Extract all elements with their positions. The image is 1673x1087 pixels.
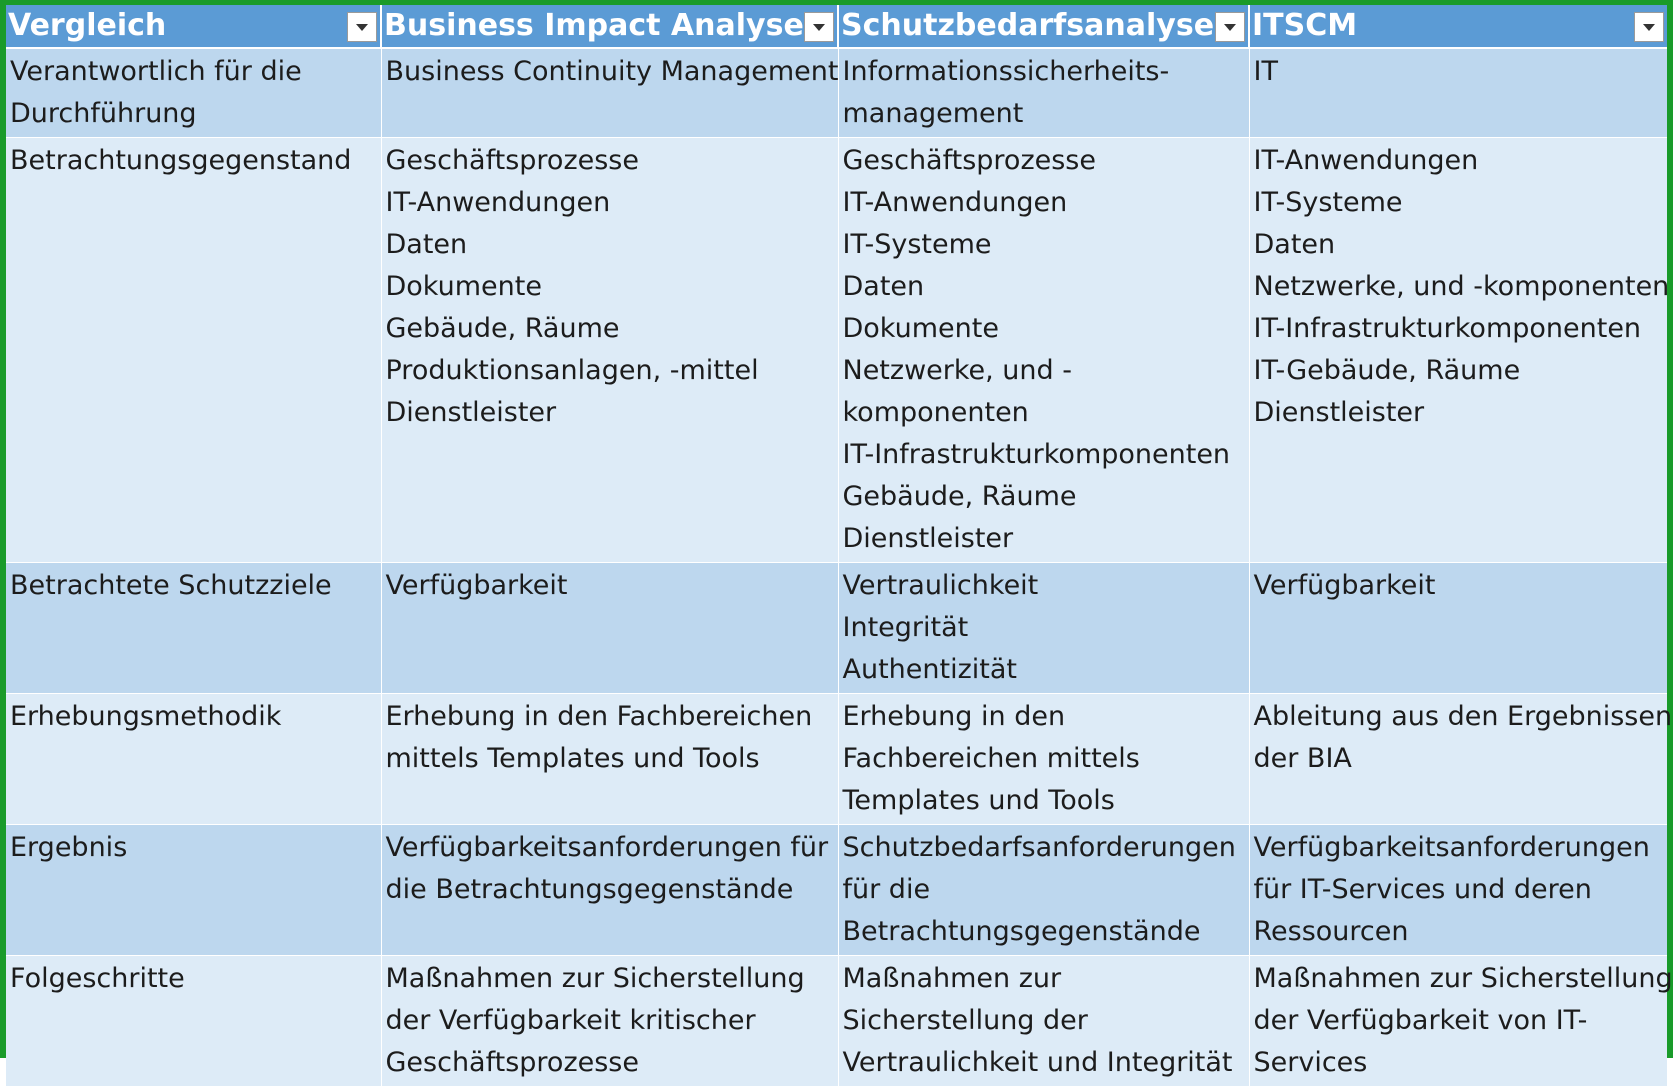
cell-text-line: Verfügbarkeitsanforderungen für (385, 832, 829, 863)
cell-text-line: IT-Infrastrukturkomponenten (842, 439, 1231, 470)
cell-text-line: Dienstleister (385, 397, 557, 428)
cell-schutzbedarfsanalyse[interactable] (838, 694, 1249, 825)
comparison-table (6, 5, 1673, 1087)
cell-text-line: Ressourcen (1253, 916, 1409, 947)
cell-vergleich[interactable] (6, 956, 381, 1087)
cell-text-line: Folgeschritte (10, 963, 185, 994)
cell-text-line: Schutzbedarfsanforderungen (842, 832, 1236, 863)
cell-text-line: Verantwortlich für die (10, 56, 302, 87)
cell-text-line: Sicherstellung der (842, 1005, 1088, 1036)
cell-text-line: Gebäude, Räume (842, 481, 1077, 512)
cell-bia[interactable] (381, 825, 838, 956)
cell-text-line: Durchführung (10, 98, 197, 129)
cell-text-line: Verfügbarkeitsanforderungen (1253, 832, 1650, 863)
cell-text-line: für IT-Services und deren (1253, 874, 1592, 905)
cell-text-line: IT-Gebäude, Räume (1253, 355, 1521, 386)
cell-text-line: der Verfügbarkeit kritischer (385, 1005, 756, 1036)
cell-text-line: mittels Templates und Tools (385, 743, 760, 774)
cell-text-line: Ergebnis (10, 832, 128, 863)
cell-text-line: Fachbereichen mittels (842, 743, 1140, 774)
cell-text-line: komponenten (842, 397, 1029, 428)
dropdown-arrow-icon (1643, 24, 1655, 31)
table-row (6, 48, 1667, 138)
cell-text-line: der Verfügbarkeit von IT- (1253, 1005, 1588, 1036)
cell-text-line: Ableitung aus den Ergebnissen (1253, 701, 1673, 732)
cell-schutzbedarfsanalyse[interactable] (838, 956, 1249, 1087)
cell-text-line: Maßnahmen zur Sicherstellung (385, 963, 805, 994)
cell-text-line: Templates und Tools (842, 785, 1115, 816)
cell-vergleich[interactable] (6, 563, 381, 694)
table-row (6, 956, 1667, 1087)
cell-text-line: IT-Anwendungen (385, 187, 611, 218)
cell-text-line: Netzwerke, und - (842, 355, 1072, 386)
cell-schutzbedarfsanalyse[interactable] (838, 825, 1249, 956)
cell-text-line: Gebäude, Räume (385, 313, 620, 344)
cell-text-line: Authentizität (842, 654, 1017, 685)
header-row (6, 5, 1667, 48)
filter-dropdown-button[interactable] (1634, 12, 1664, 42)
cell-text-line: Geschäftsprozesse (385, 145, 639, 176)
cell-text-line: Dokumente (385, 271, 542, 302)
cell-text-line: Vertraulichkeit und Integrität (842, 1047, 1233, 1078)
dropdown-arrow-icon (1224, 24, 1236, 31)
table-row (6, 694, 1667, 825)
cell-text-line: IT-Infrastrukturkomponenten (1253, 313, 1642, 344)
cell-text-line: Dokumente (842, 313, 999, 344)
cell-itscm[interactable] (1249, 956, 1673, 1087)
header-label: Schutzbedarfsanalyse (841, 8, 1215, 43)
cell-itscm[interactable] (1249, 825, 1667, 956)
cell-itscm[interactable] (1249, 563, 1667, 694)
cell-text-line: IT-Anwendungen (842, 187, 1068, 218)
cell-text-line: die Betrachtungsgegenstände (385, 874, 794, 905)
cell-text-line: IT (1253, 56, 1278, 87)
dropdown-arrow-icon (813, 24, 825, 31)
cell-schutzbedarfsanalyse[interactable] (838, 563, 1249, 694)
header-label: Vergleich (8, 8, 167, 43)
cell-text-line: Dienstleister (1253, 397, 1425, 428)
table-row (6, 563, 1667, 694)
cell-text-line: Geschäftsprozesse (385, 1047, 639, 1078)
cell-bia[interactable] (381, 563, 838, 694)
cell-bia[interactable] (381, 694, 838, 825)
cell-text-line: IT-Systeme (1253, 187, 1403, 218)
cell-text-line: Daten (1253, 229, 1336, 260)
table-row (6, 825, 1667, 956)
cell-bia[interactable] (381, 956, 838, 1087)
cell-text-line: Erhebungsmethodik (10, 701, 282, 732)
cell-text-line: Informationssicherheits- (842, 56, 1170, 87)
cell-text-line: Dienstleister (842, 523, 1014, 554)
cell-text-line: Vertraulichkeit (842, 570, 1039, 601)
table-body (6, 48, 1673, 1087)
cell-text-line: Verfügbarkeit (385, 570, 568, 601)
cell-schutzbedarfsanalyse[interactable] (838, 48, 1249, 138)
header-cell-bia[interactable] (381, 5, 838, 48)
header-label: Business Impact Analyse (384, 8, 804, 43)
cell-vergleich[interactable] (6, 694, 381, 825)
cell-text-line: Services (1253, 1047, 1368, 1078)
cell-vergleich[interactable] (6, 825, 381, 956)
cell-bia[interactable] (381, 138, 838, 563)
header-cell-itscm[interactable] (1249, 5, 1667, 48)
filter-dropdown-button[interactable] (347, 12, 377, 42)
cell-itscm[interactable] (1249, 138, 1670, 563)
cell-text-line: IT-Systeme (842, 229, 992, 260)
cell-text-line: IT-Anwendungen (1253, 145, 1479, 176)
cell-text-line: Business Continuity Management (385, 56, 839, 87)
cell-text-line: Daten (385, 229, 468, 260)
cell-text-line: Maßnahmen zur (842, 963, 1062, 994)
filter-dropdown-button[interactable] (804, 12, 834, 42)
cell-text-line: Betrachtungsgegenstand (10, 145, 352, 176)
table-row (6, 138, 1667, 563)
cell-bia[interactable] (381, 48, 838, 138)
cell-itscm[interactable] (1249, 694, 1673, 825)
cell-text-line: Daten (842, 271, 925, 302)
cell-text-line: Erhebung in den (842, 701, 1066, 732)
cell-itscm[interactable] (1249, 48, 1667, 138)
cell-text-line: management (842, 98, 1024, 129)
cell-vergleich[interactable] (6, 48, 381, 138)
cell-text-line: Geschäftsprozesse (842, 145, 1096, 176)
cell-text-line: Integrität (842, 612, 969, 643)
cell-schutzbedarfsanalyse[interactable] (838, 138, 1249, 563)
cell-text-line: Netzwerke, und -komponenten (1253, 271, 1670, 302)
cell-text-line: Produktionsanlagen, -mittel (385, 355, 759, 386)
cell-text-line: für die (842, 874, 931, 905)
header-cell-schutzbedarfsanalyse[interactable] (838, 5, 1249, 48)
header-cell-vergleich[interactable] (6, 5, 381, 48)
cell-text-line: Betrachtungsgegenstände (842, 916, 1201, 947)
cell-text-line: Betrachtete Schutzziele (10, 570, 332, 601)
dropdown-arrow-icon (356, 24, 368, 31)
cell-text-line: Erhebung in den Fachbereichen (385, 701, 813, 732)
header-label: ITSCM (1252, 8, 1358, 43)
cell-text-line: Maßnahmen zur Sicherstellung (1253, 963, 1673, 994)
cell-text-line: Verfügbarkeit (1253, 570, 1436, 601)
cell-vergleich[interactable] (6, 138, 381, 563)
cell-text-line: der BIA (1253, 743, 1352, 774)
filter-dropdown-button[interactable] (1215, 12, 1245, 42)
